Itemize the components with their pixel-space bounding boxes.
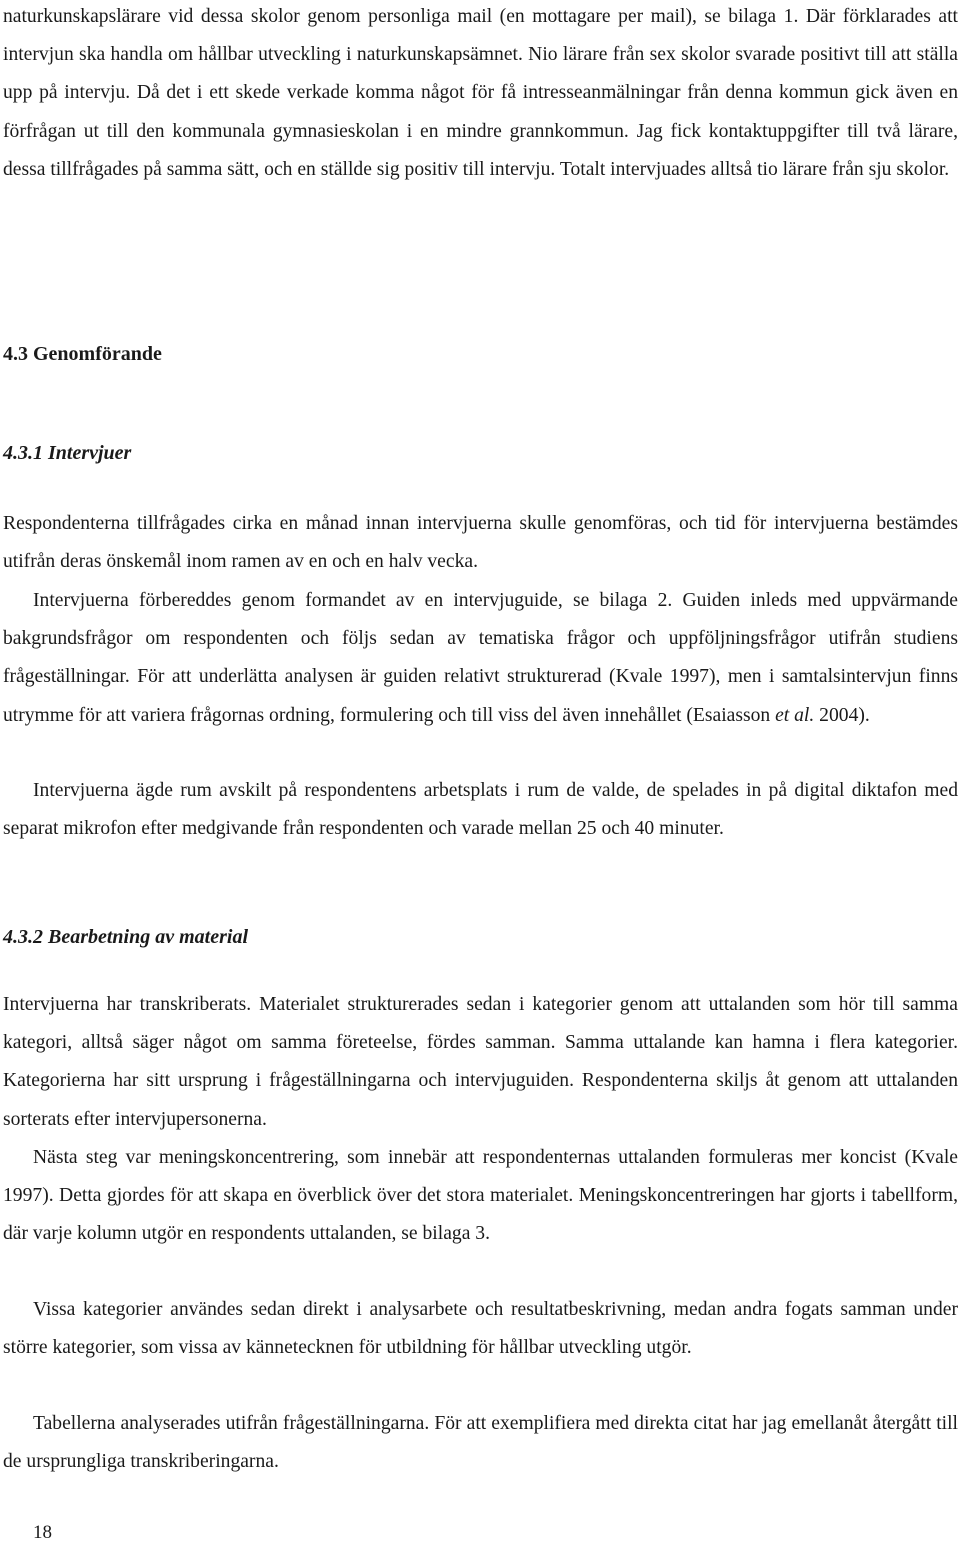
page-number: 18 (33, 1522, 52, 1543)
interviews-paragraph-2-text: Intervjuerna förbereddes genom formandet av en intervjuguide, se bilaga 2. Guiden inleds med uppvärmande bakgrundsfrågor om respondenten och följs sedan av tematiska frågor och uppföljningsfrågor utifrån studiens frågeställningar. För att underlätta analysen är guiden relativt strukturerad (Kvale 1997), men i samtalsintervjun finns utrymme för att variera frågornas ordning, formulering och till viss del även innehållet (Esaiasson (3, 590, 958, 726)
et-al-italic: et al. (775, 704, 815, 726)
interviews-paragraph-2 (3, 582, 958, 735)
processing-paragraph-4: Tabellerna analyserades utifrån frågeställningarna. För att exemplifiera med direkta citat har jag emellanåt återgått till de ursprungliga transkriberingarna. (3, 1413, 958, 1473)
interviews-paragraph-1: Respondenterna tillfrågades cirka en månad innan intervjuerna skulle genomföras, och tid för intervjuerna bestämdes utifrån deras önskemål inom ramen av en och en halv vecka. (3, 513, 958, 573)
subsection-heading-interviews: 4.3.1 Intervjuer (3, 442, 132, 464)
processing-paragraph-2: Nästa steg var meningskoncentrering, som innebär att respondenternas uttalanden formuleras mer koncist (Kvale 1997). Detta gjordes för att skapa en överblick över det stora materialet. Meningskoncentreringen har gjorts i tabellform, där varje kolumn utgör en respondents uttalanden, se bilaga 3. (3, 1147, 958, 1245)
processing-paragraph-1: Intervjuerna har transkriberats. Materialet strukturerades sedan i kategorier genom att uttalanden som hör till samma kategori, alltså säger något om samma företeelse, fördes samman. Samma uttalande kan hamna i flera kategorier. Kategorierna har sitt ursprung i frågeställningarna och intervjuguiden. Respondenterna skiljs åt genom att uttalanden sorterats efter intervjupersonerna. (3, 994, 958, 1130)
interviews-paragraph-3: Intervjuerna ägde rum avskilt på respondentens arbetsplats i rum de valde, de spelades in på digital diktafon med separat mikrofon efter medgivande från respondenten och varade mellan 25 och 40 minuter. (3, 780, 958, 840)
interviews-paragraph-2-end: 2004). (814, 704, 870, 726)
section-heading: 4.3 Genomförande (3, 343, 162, 365)
intro-paragraph: naturkunskapslärare vid dessa skolor genom personliga mail (en mottagare per mail), se bilaga 1. Där förklarades att intervjun ska handla om hållbar utveckling i naturkunskapsämnet. Nio lärare från sex skolor svarade positivt till att ställa upp på intervju. Då det i ett skede verkade komma något för få intresseanmälningar från denna kommun gick även en förfrågan ut till den kommunala gymnasieskolan i en mindre grannkommun. Jag fick kontaktuppgifter till två lärare, dessa tillfrågades på samma sätt, och en ställde sig positiv till intervju. Totalt intervjuades alltså tio lärare från sju skolor. (3, 6, 958, 180)
subsection-heading-processing: 4.3.2 Bearbetning av material (3, 926, 248, 948)
processing-paragraph-3: Vissa kategorier användes sedan direkt i analysarbete och resultatbeskrivning, medan andra fogats samman under större kategorier, som vissa av kännetecknen för utbildning för hållbar utveckling utgör. (3, 1299, 958, 1359)
